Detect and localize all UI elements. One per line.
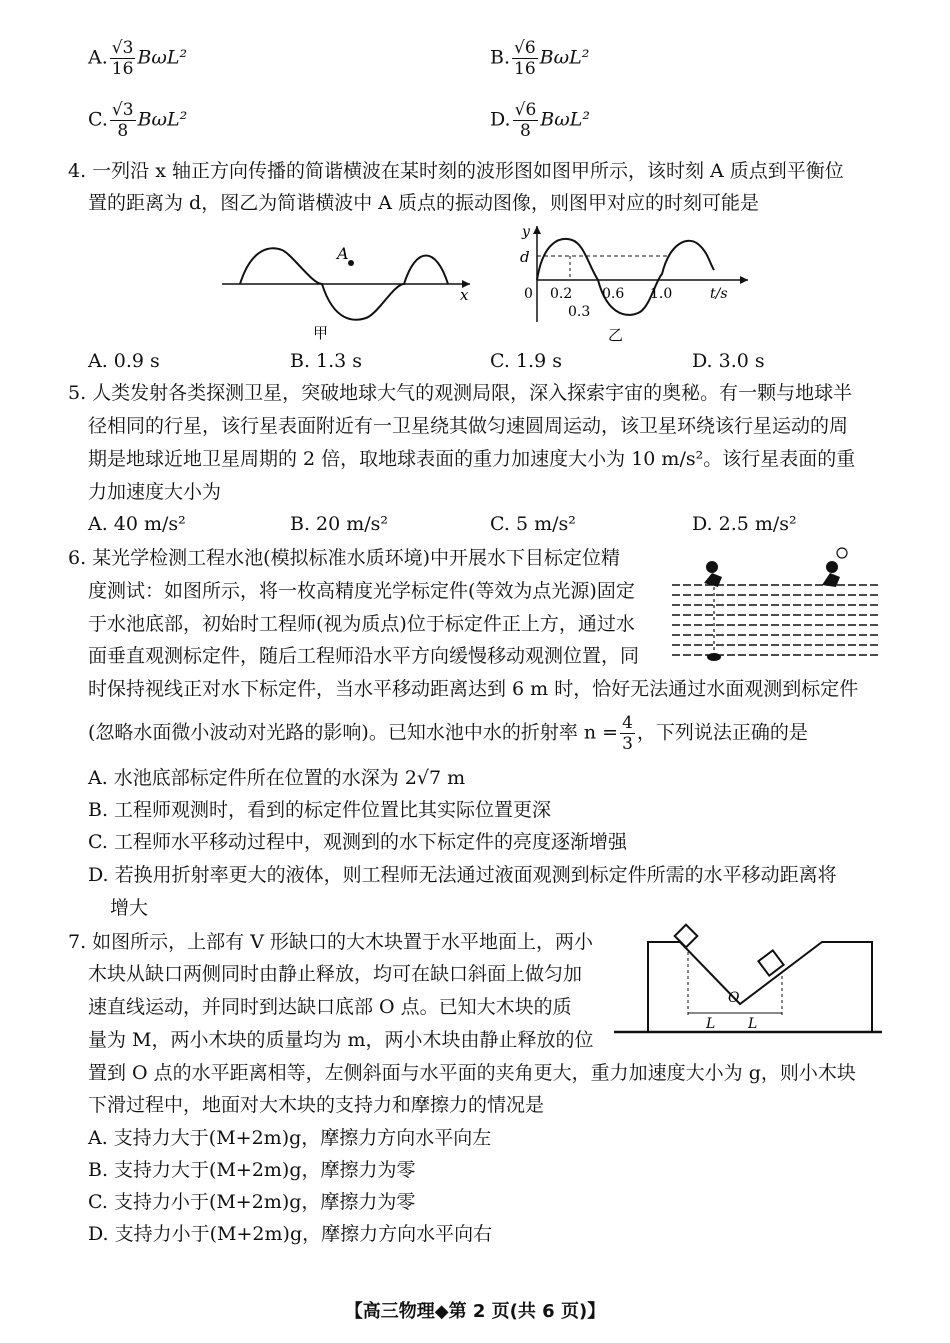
- q6-stem-line-2: 度测试：如图所示，将一枚高精度光学标定件(等效为点光源)固定: [88, 580, 635, 602]
- q7-option-c: C. 支持力小于(M+2m)g，摩擦力为零: [88, 1191, 416, 1213]
- figure-caption-jia: 甲: [313, 324, 329, 342]
- oscillation-curve: [537, 239, 714, 315]
- q5-stem-line-4: 力加速度大小为: [88, 481, 222, 503]
- q5-stem-line-2: 径相同的行星，该行星表面附近有一卫星绕其做匀速圆周运动，该卫星环绕该行星运动的周: [88, 415, 849, 437]
- point-o-label: O: [728, 990, 740, 1006]
- q7-option-d: D. 支持力小于(M+2m)g，摩擦力方向水平向右: [88, 1223, 493, 1245]
- y-axis-arrow: [533, 226, 541, 234]
- q5-stem-line-3: 期是地球近地卫星周期的 2 倍，取地球表面的重力加速度大小为 10 m/s²。该行星表面的重: [88, 448, 856, 470]
- q5-option-b: B. 20 m/s²: [290, 513, 389, 535]
- point-a: [348, 260, 354, 266]
- tick-0-3: 0.3: [568, 304, 591, 320]
- q7-option-a: A. 支持力大于(M+2m)g，摩擦力方向水平向左: [88, 1127, 492, 1149]
- q6-stem-line-1: 6. 某光学检测工程水池(模拟标准水质环境)中开展水下目标定位精: [68, 547, 620, 569]
- right-small-block: [758, 950, 783, 975]
- tick-0-6: 0.6: [602, 286, 625, 302]
- q6-stem-line-6: (忽略水面微小波动对光路的影响)。已知水池中水的折射率 n = $\frac{4}{3}$ ，下列说法正确的是: [88, 713, 808, 754]
- q4-figure-yi: [510, 222, 760, 346]
- engineer-start-icon: [704, 561, 722, 587]
- q4-option-a: A. 0.9 s: [88, 350, 160, 372]
- t-axis-label: t/s: [710, 286, 728, 302]
- q3-option-b: B. $\frac{√6}{16}$ BωL²: [490, 38, 590, 79]
- q4-stem-line-1: 4. 一列沿 x 轴正方向传播的简谐横波在某时刻的波形图如图甲所示，该时刻 A 质点到平衡位: [68, 160, 844, 182]
- q6-stem-line-3: 于水池底部，初始时工程师(视为质点)位于标定件正上方，通过水: [88, 613, 635, 635]
- calibration-target-icon: [707, 653, 721, 661]
- big-block-outline: [648, 942, 872, 1032]
- engineer-moved-icon: [822, 548, 847, 587]
- y-axis-label: y: [522, 224, 530, 240]
- figure-caption-yi: 乙: [608, 326, 624, 344]
- tick-0-2: 0.2: [550, 286, 573, 302]
- q3-option-a: A. $\frac{√3}{16}$ BωL²: [88, 38, 188, 79]
- d-label: d: [520, 248, 530, 266]
- q6-option-b: B. 工程师观测时，看到的标定件位置比其实际位置更深: [88, 799, 552, 821]
- q6-option-d-line-2: 增大: [110, 897, 149, 919]
- q6-pool-figure: [668, 545, 882, 665]
- q7-option-b: B. 支持力大于(M+2m)g，摩擦力为零: [88, 1159, 416, 1181]
- q5-stem-line-1: 5. 人类发射各类探测卫星，突破地球大气的观测局限，深入探索宇宙的奥秘。有一颗与地球半: [68, 382, 853, 404]
- q6-stem-line-4: 面垂直观测标定件，随后工程师沿水平方向缓慢移动观测位置，同: [88, 645, 640, 667]
- t-axis-arrow: [740, 276, 748, 284]
- q7-stem-line-6: 下滑过程中，地面对大木块的支持力和摩擦力的情况是: [88, 1094, 545, 1116]
- q3-option-d: D. $\frac{√6}{8}$ BωL²: [490, 100, 590, 141]
- q4-stem-line-2: 置的距离为 d，图乙为简谐横波中 A 质点的振动图像，则图甲对应的时刻可能是: [88, 192, 760, 214]
- q7-stem-line-1: 7. 如图所示，上部有 V 形缺口的大木块置于水平地面上，两小: [68, 931, 593, 953]
- left-small-block: [675, 925, 698, 948]
- q4-option-c: C. 1.9 s: [490, 350, 562, 372]
- x-axis-label: x: [460, 286, 469, 304]
- origin-label: 0: [524, 286, 533, 302]
- q5-option-a: A. 40 m/s²: [88, 513, 186, 535]
- q7-stem-line-2: 木块从缺口两侧同时由静止释放，均可在缺口斜面上做匀加: [88, 963, 583, 985]
- tick-1-0: 1.0: [650, 286, 673, 302]
- q7-stem-line-3: 速直线运动，并同时到达缺口底部 O 点。已知大木块的质: [88, 996, 572, 1018]
- q4-figure-jia: [220, 232, 480, 344]
- q4-option-d: D. 3.0 s: [692, 350, 765, 372]
- page-footer: 【高三物理◆第 2 页(共 6 页)】: [344, 1301, 606, 1322]
- q6-stem-line-5: 时保持视线正对水下标定件，当水平移动距离达到 6 m 时，恰好无法通过水面观测到标定件: [88, 678, 859, 700]
- q7-stem-line-4: 量为 M，两小木块的质量均为 m，两小木块由静止释放的位: [88, 1029, 594, 1051]
- q6-option-d-line-1: D. 若换用折射率更大的液体，则工程师无法通过液面观测到标定件所需的水平移动距离将: [88, 864, 837, 886]
- q5-option-c: C. 5 m/s²: [490, 513, 576, 535]
- q7-block-figure: [612, 918, 884, 1046]
- q7-stem-line-5: 置到 O 点的水平距离相等，左侧斜面与水平面的夹角更大，重力加速度大小为 g，则小木块: [88, 1062, 856, 1084]
- water-surface-lines: [672, 585, 878, 655]
- left-distance-label: L: [706, 1016, 716, 1032]
- q5-option-d: D. 2.5 m/s²: [692, 513, 797, 535]
- q3-option-c: C. $\frac{√3}{8}$ BωL²: [88, 100, 188, 141]
- point-a-label: A: [337, 244, 349, 263]
- q6-option-a: A. 水池底部标定件所在位置的水深为 2√7 m: [88, 767, 466, 789]
- right-distance-label: L: [748, 1016, 758, 1032]
- q4-option-b: B. 1.3 s: [290, 350, 363, 372]
- q6-option-c: C. 工程师水平移动过程中，观测到的水下标定件的亮度逐渐增强: [88, 831, 627, 853]
